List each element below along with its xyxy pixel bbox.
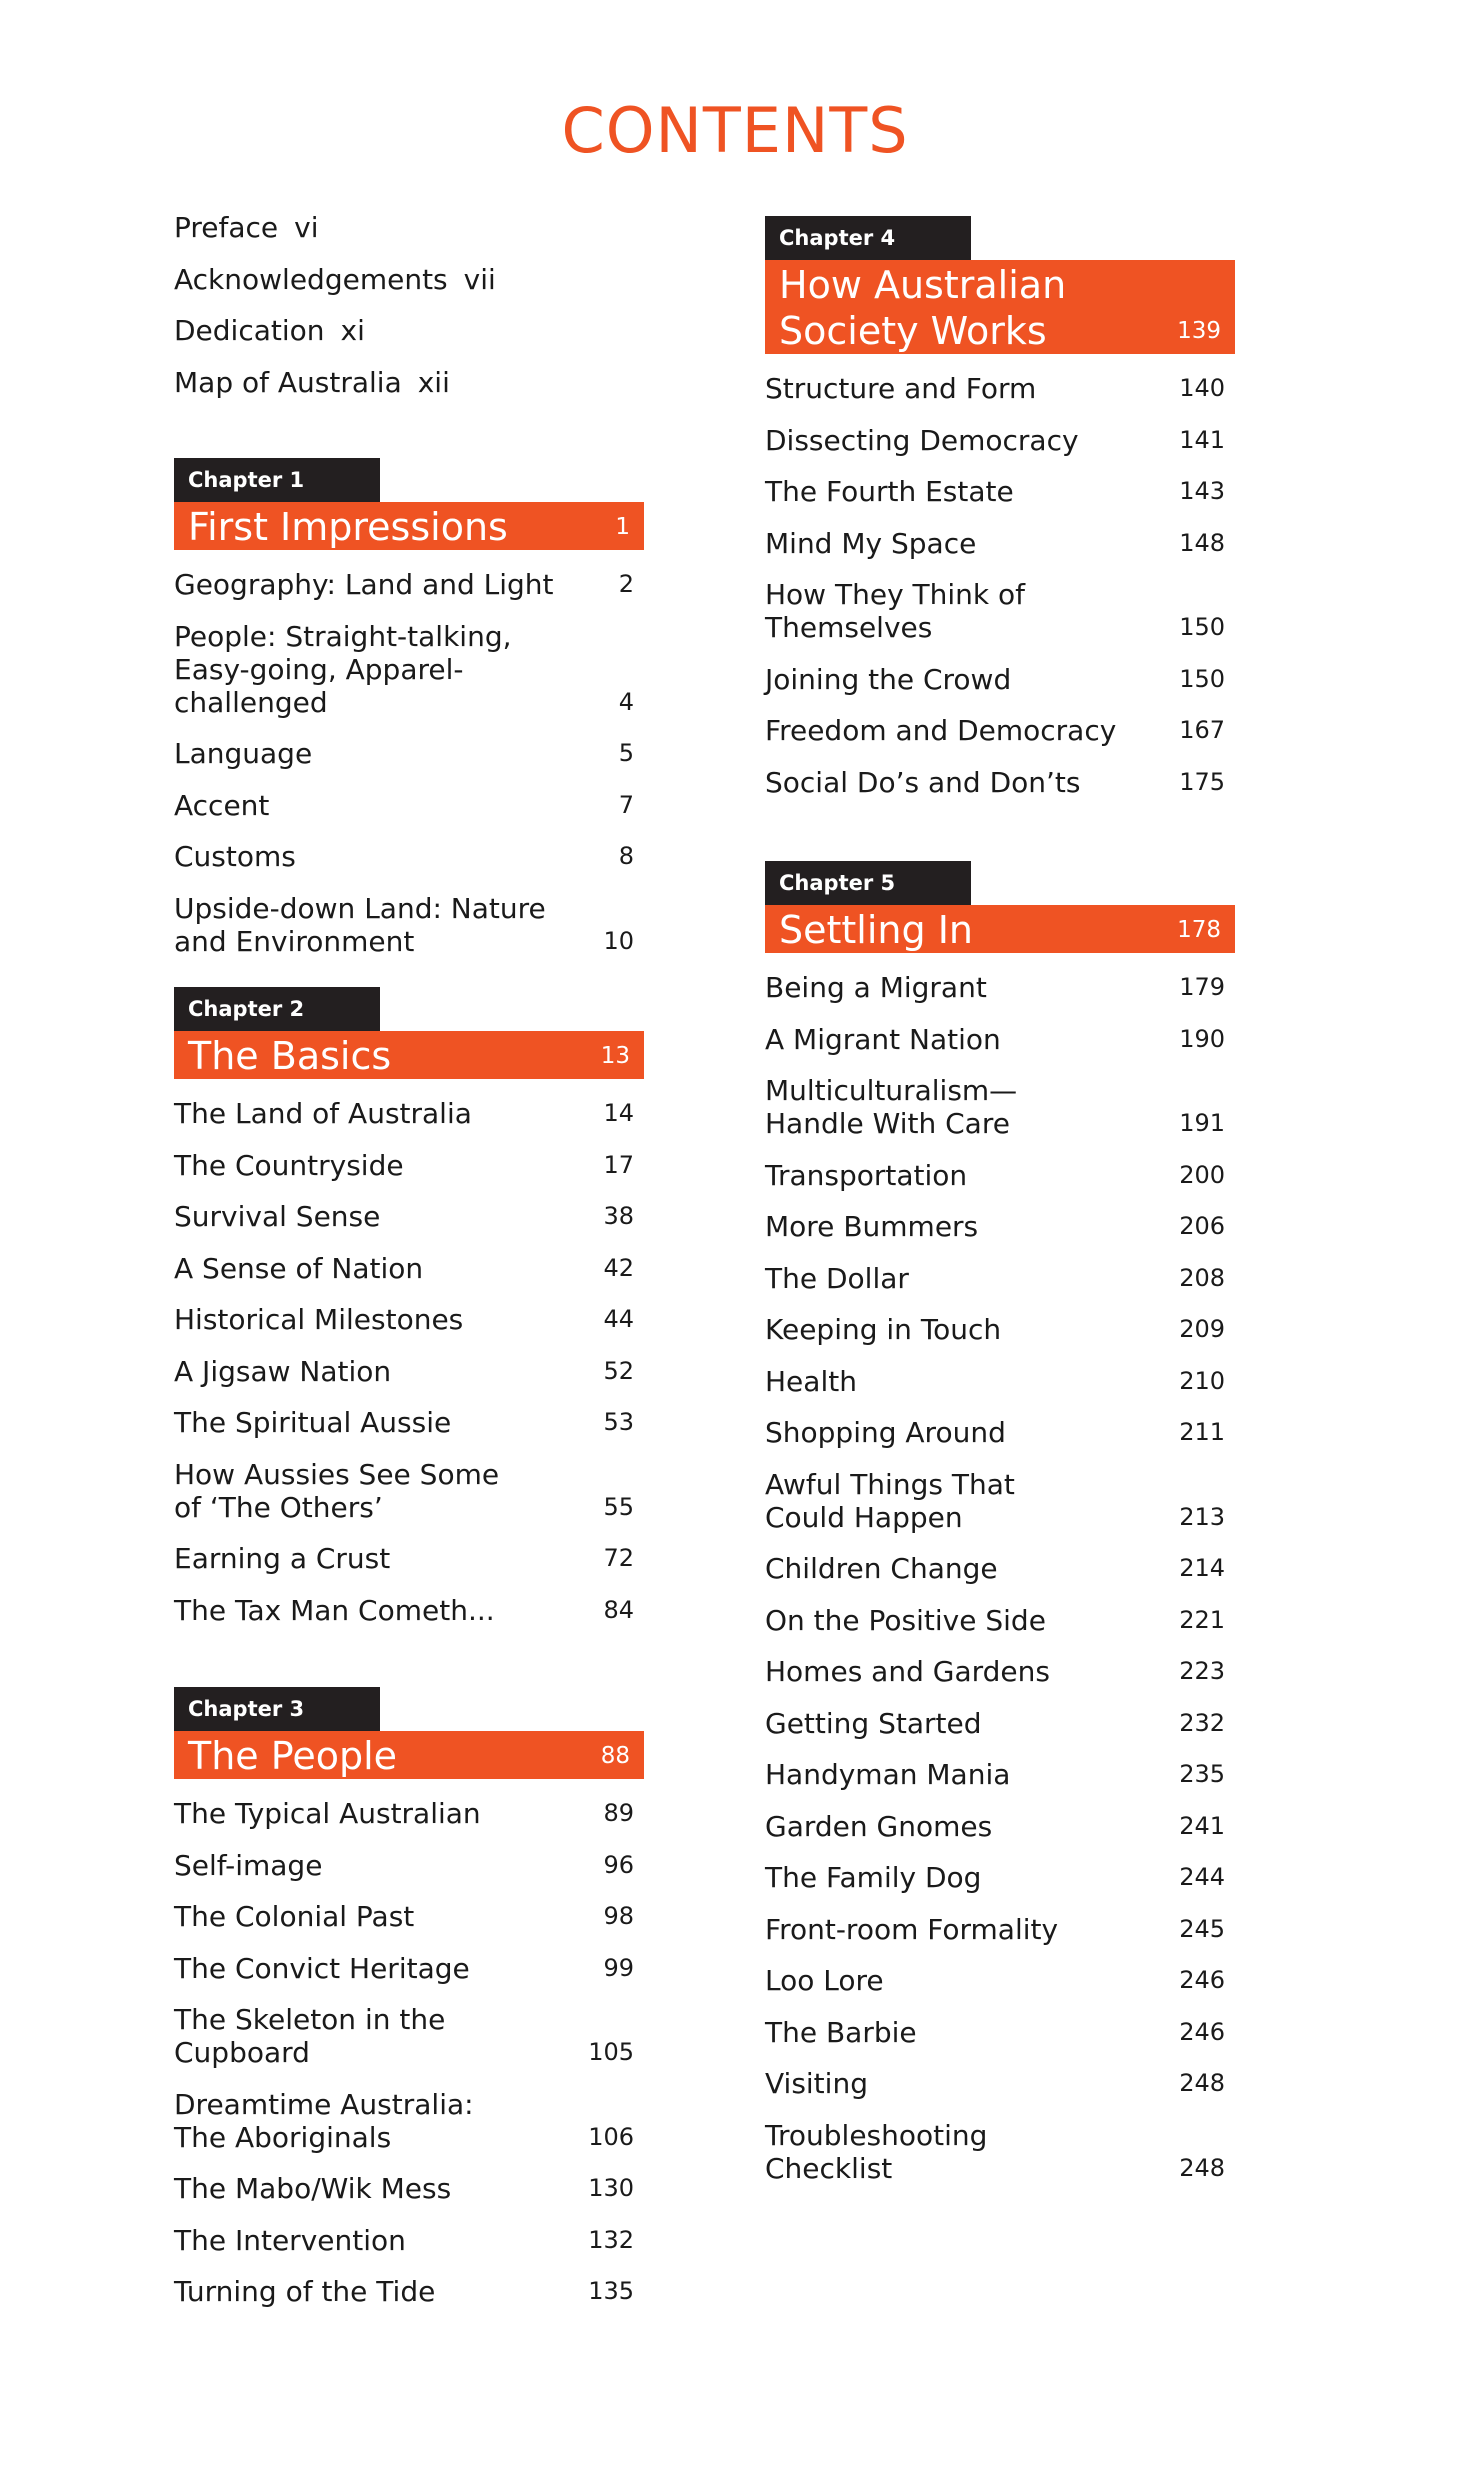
toc-entry-title-line: A Jigsaw Nation (174, 1354, 392, 1388)
toc-entry-page: 8 (618, 842, 634, 870)
toc-entry-page: 106 (588, 2122, 634, 2151)
toc-entry-page: 2 (618, 570, 634, 598)
toc-entry-title (174, 568, 574, 601)
toc-entry[interactable] (174, 2088, 644, 2154)
chapter-title (779, 260, 1221, 354)
toc-entry[interactable] (174, 1252, 644, 1285)
toc-entry[interactable] (765, 2067, 1235, 2100)
toc-entry-page: 143 (1179, 477, 1225, 505)
toc-entry-page: 232 (1179, 1708, 1225, 1737)
chapter-heading-bar[interactable] (765, 905, 1235, 953)
toc-entry-title (765, 663, 1165, 696)
front-matter-page: vii (463, 262, 496, 296)
toc-entry-title-line: Structure and Form (765, 372, 1037, 405)
chapter-title-line: The Basics (188, 1034, 392, 1078)
toc-entry[interactable] (765, 527, 1235, 560)
front-matter-item[interactable] (174, 367, 644, 419)
toc-entry-title (765, 1365, 1165, 1398)
chapter-tag: Chapter 1 (174, 458, 380, 502)
toc-entry[interactable] (174, 1542, 644, 1575)
toc-entry-page: 55 (603, 1492, 634, 1521)
toc-entry-title (765, 1313, 1165, 1346)
toc-entry-title-line: Could Happen (765, 1500, 963, 1534)
toc-entry-title (174, 892, 574, 958)
toc-entry-page: 105 (588, 2038, 634, 2066)
toc-entry-title-line: Turning of the Tide (174, 2275, 436, 2308)
toc-entry-page: 206 (1179, 1212, 1225, 1240)
toc-entry-title (174, 1797, 574, 1830)
toc-entry[interactable] (765, 1210, 1235, 1243)
toc-entry-title-line: Being a Migrant (765, 971, 987, 1004)
toc-entry-page: 53 (603, 1408, 634, 1436)
toc-entry-page: 96 (603, 1850, 634, 1879)
toc-entry[interactable] (174, 1303, 644, 1336)
toc-entry-page: 235 (1179, 1760, 1225, 1788)
toc-entry-title-line: Geography: Land and Light (174, 568, 554, 601)
toc-entry-title (765, 2067, 1165, 2100)
chapter-title (188, 1731, 630, 1779)
toc-entry-title (765, 1604, 1165, 1637)
toc-entry-page: 141 (1179, 425, 1225, 454)
toc-entry[interactable] (765, 1262, 1235, 1295)
chapter-tag: Chapter 3 (174, 1687, 380, 1731)
toc-entry[interactable] (174, 1952, 644, 1985)
chapter-entries (174, 568, 644, 958)
toc-entry-title (765, 1210, 1165, 1243)
toc-entry-page: 42 (603, 1253, 634, 1282)
toc-entry[interactable] (765, 578, 1235, 644)
toc-entry-page: 89 (603, 1799, 634, 1827)
toc-entry[interactable] (174, 1900, 644, 1933)
toc-entry-title-line: The Mabo/Wik Mess (174, 2172, 452, 2205)
toc-entry[interactable] (174, 892, 644, 958)
toc-entry[interactable] (765, 714, 1235, 747)
toc-entry-title (765, 1758, 1165, 1791)
toc-entry[interactable] (765, 766, 1235, 799)
toc-entry-page: 38 (603, 1202, 634, 1230)
toc-entry[interactable] (174, 2003, 644, 2069)
chapter-title (779, 905, 1221, 953)
toc-entry-title (174, 1542, 574, 1575)
toc-entry-title-line: A Sense of Nation (174, 1251, 424, 1285)
chapter-tag: Chapter 2 (174, 987, 380, 1031)
toc-entry-title (765, 1416, 1165, 1449)
toc-entry-page: 150 (1179, 613, 1225, 641)
front-matter-page: vi (294, 211, 319, 244)
toc-entry[interactable] (765, 1468, 1235, 1534)
toc-entry[interactable] (765, 1313, 1235, 1346)
toc-entry-title-line: Multiculturalism— (765, 1074, 1018, 1107)
toc-entry-title-line: Handle With Care (765, 1107, 1010, 1140)
toc-entry-page: 4 (618, 687, 634, 716)
toc-entry-title (765, 1964, 1165, 1997)
toc-entry-title-line: Shopping Around (765, 1416, 1006, 1449)
toc-entry-title-line: The Convict Heritage (174, 1951, 470, 1985)
front-matter-label: Map of Australia (174, 365, 402, 399)
toc-entry-title-line: Front-room Formality (765, 1912, 1059, 1946)
toc-entry-page: 223 (1179, 1657, 1225, 1685)
toc-entry-title-line: Transportation (765, 1158, 968, 1192)
toc-entry-title (765, 971, 1165, 1004)
toc-entry-title (174, 2088, 574, 2154)
toc-entry-title (765, 1707, 1165, 1740)
chapter-page-number: 1 (615, 514, 630, 540)
front-matter-page: xi (340, 314, 365, 347)
toc-entry-title-line: People: Straight-talking, (174, 619, 512, 653)
toc-entry-title-line: The Colonial Past (174, 1900, 415, 1933)
toc-entry-title-line: The Barbie (765, 2015, 917, 2049)
toc-entry-title (174, 620, 574, 719)
toc-entry-title (765, 527, 1165, 560)
toc-entry-title-line: Historical Milestones (174, 1303, 464, 1336)
toc-entry-title (765, 475, 1165, 508)
chapter-2 (174, 987, 644, 1645)
toc-entry-title-line: Dissecting Democracy (765, 423, 1079, 457)
toc-entry-title (174, 1594, 574, 1627)
toc-entry-title-line: More Bummers (765, 1210, 979, 1243)
toc-entry[interactable] (174, 620, 644, 719)
toc-entry-page: 98 (603, 1902, 634, 1930)
toc-entry-title (174, 1849, 574, 1882)
toc-entry-page: 7 (618, 790, 634, 819)
toc-entry-title-line: Themselves (765, 611, 933, 644)
toc-entry-title-line: The Fourth Estate (765, 475, 1014, 508)
toc-entry[interactable] (174, 1406, 644, 1439)
toc-entry-title (174, 2172, 574, 2205)
toc-entry-title-line: and Environment (174, 924, 415, 958)
toc-entry-title (765, 1468, 1165, 1534)
toc-entry-title-line: Language (174, 737, 313, 770)
toc-entry-title-line: A Migrant Nation (765, 1022, 1001, 1056)
toc-entry-title-line: The Countryside (174, 1148, 404, 1182)
chapter-entries (174, 1097, 644, 1627)
toc-entry-title-line: Health (765, 1364, 857, 1398)
toc-entry[interactable] (765, 971, 1235, 1004)
chapter-title-line: First Impressions (188, 505, 508, 549)
toc-entry-title-line: Troubleshooting (765, 2118, 988, 2152)
toc-entry[interactable] (765, 1861, 1235, 1894)
toc-entry-title (765, 1023, 1165, 1056)
chapter-title-line: Settling In (779, 908, 973, 952)
front-matter-label: Preface (174, 211, 279, 244)
toc-entry[interactable] (174, 1200, 644, 1233)
toc-entry[interactable] (765, 663, 1235, 696)
toc-entry-title-line: Customs (174, 840, 296, 873)
toc-entry[interactable] (174, 840, 644, 873)
toc-entry-title-line: Children Change (765, 1552, 998, 1585)
toc-entry-title-line: Joining the Crowd (765, 662, 1012, 696)
toc-entry-title-line: Awful Things That (765, 1467, 1015, 1501)
toc-entry-title-line: Keeping in Touch (765, 1313, 1002, 1346)
toc-entry-title-line: Easy-going, Apparel-challenged (174, 652, 464, 719)
toc-entry[interactable] (765, 1604, 1235, 1637)
toc-entry-title-line: Garden Gnomes (765, 1809, 993, 1843)
toc-entry-title-line: Earning a Crust (174, 1542, 391, 1575)
toc-entry-page: 248 (1179, 2153, 1225, 2182)
chapter-page-number: 13 (600, 1043, 630, 1069)
toc-entry[interactable] (174, 1797, 644, 1830)
chapter-page-number: 178 (1177, 917, 1221, 943)
front-matter-item[interactable] (174, 315, 644, 367)
toc-entry-title-line: The Land of Australia (174, 1097, 472, 1130)
toc-entry[interactable] (174, 1355, 644, 1388)
toc-entry-title-line: The Tax Man Cometh... (174, 1593, 495, 1627)
toc-entry[interactable] (174, 568, 644, 601)
chapter-entries (174, 1797, 644, 2308)
toc-entry[interactable] (765, 475, 1235, 508)
toc-entry-page: 72 (603, 1544, 634, 1572)
chapter-title-line: Society Works (779, 309, 1047, 353)
toc-entry[interactable] (765, 1655, 1235, 1688)
toc-entry[interactable] (174, 1594, 644, 1627)
toc-entry-title (765, 1810, 1165, 1843)
toc-entry-title (174, 2003, 574, 2069)
toc-entry-page: 191 (1179, 1109, 1225, 1137)
toc-entry-title (765, 1159, 1165, 1192)
toc-entry[interactable] (174, 789, 644, 822)
chapter-page-number: 88 (600, 1743, 630, 1769)
toc-entry[interactable] (174, 1097, 644, 1130)
toc-entry-page: 135 (588, 2277, 634, 2305)
front-matter-item[interactable] (174, 212, 644, 264)
toc-entry-title (765, 1655, 1165, 1688)
toc-entry[interactable] (765, 1552, 1235, 1585)
toc-entry-title (765, 2016, 1165, 2049)
chapter-title (188, 1031, 630, 1079)
toc-entry-page: 44 (603, 1305, 634, 1333)
page-title: CONTENTS (561, 94, 909, 167)
toc-entry-title-line: Dreamtime Australia: (174, 2087, 474, 2121)
chapter-heading-bar[interactable] (765, 260, 1235, 354)
toc-entry-title-line: Accent (174, 788, 270, 822)
toc-entry-title-line: The Skeleton in the Cupboard (174, 2003, 446, 2069)
front-matter-page: xii (417, 365, 450, 399)
toc-entry-title-line: Checklist (765, 2151, 893, 2185)
toc-entry-title-line: Freedom and Democracy (765, 714, 1117, 747)
front-matter-list (174, 212, 644, 418)
toc-entry-title (174, 1252, 574, 1285)
toc-entry-page: 17 (603, 1150, 634, 1179)
toc-entry-title-line: The Family Dog (765, 1861, 982, 1894)
toc-entry-title (174, 840, 574, 873)
toc-entry[interactable] (765, 1810, 1235, 1843)
toc-entry-title-line: Upside-down Land: Nature (174, 891, 546, 925)
chapter-title-line: The People (188, 1734, 397, 1778)
toc-entry-title (765, 424, 1165, 457)
toc-entry-page: 221 (1179, 1605, 1225, 1634)
toc-entry[interactable] (174, 2172, 644, 2205)
toc-entry[interactable] (174, 1458, 644, 1524)
toc-entry-title (174, 1952, 574, 1985)
chapter-4 (765, 216, 1235, 817)
toc-entry-title (174, 1406, 574, 1439)
toc-entry[interactable] (765, 372, 1235, 405)
chapter-5 (765, 861, 1235, 2203)
toc-entry-title (765, 1913, 1165, 1946)
toc-entry-title-line: The Aboriginals (174, 2120, 392, 2154)
toc-entry[interactable] (174, 1149, 644, 1182)
toc-entry-title-line: The Spiritual Aussie (174, 1406, 452, 1439)
toc-entry-page: 140 (1179, 374, 1225, 402)
toc-entry[interactable] (765, 1416, 1235, 1449)
toc-entry[interactable] (765, 424, 1235, 457)
toc-entry-title-line: On the Positive Side (765, 1603, 1046, 1637)
toc-entry[interactable] (174, 737, 644, 770)
toc-entry-title (174, 1303, 574, 1336)
toc-entry-page: 211 (1179, 1418, 1225, 1446)
toc-entry[interactable] (765, 1023, 1235, 1056)
toc-entry-title (174, 2224, 574, 2257)
toc-entry-title-line: Homes and Gardens (765, 1655, 1050, 1688)
toc-entry-title-line: Handyman Mania (765, 1758, 1011, 1791)
toc-entry-title-line: How They Think of (765, 578, 1026, 611)
toc-entry-page: 210 (1179, 1366, 1225, 1395)
toc-entry-title (174, 1097, 574, 1130)
toc-entry-title (174, 1355, 574, 1388)
toc-entry-page: 167 (1179, 716, 1225, 744)
toc-entry[interactable] (765, 2016, 1235, 2049)
toc-entry-title (765, 372, 1165, 405)
toc-entry-title (174, 2275, 574, 2308)
front-matter-label: Dedication (174, 314, 325, 347)
toc-entry-title-line: Visiting (765, 2067, 868, 2100)
toc-entry[interactable] (174, 1849, 644, 1882)
toc-entry-title (174, 1149, 574, 1182)
chapter-tag: Chapter 5 (765, 861, 971, 905)
toc-entry-page: 190 (1179, 1024, 1225, 1053)
toc-entry-title-line: The Intervention (174, 2223, 406, 2257)
toc-entry-page: 130 (588, 2174, 634, 2202)
toc-entry-title (765, 1074, 1165, 1140)
chapter-heading-bar[interactable] (174, 502, 644, 550)
toc-entry-title (174, 1458, 574, 1524)
toc-entry-page: 241 (1179, 1811, 1225, 1840)
chapter-entries (765, 971, 1235, 2185)
toc-entry-page: 52 (603, 1356, 634, 1385)
chapter-3 (174, 1687, 644, 2327)
chapter-title-line: How Australian (779, 263, 1067, 307)
toc-entry[interactable] (765, 1365, 1235, 1398)
toc-entry-title (765, 766, 1165, 799)
toc-entry-page: 214 (1179, 1554, 1225, 1582)
toc-entry-title-line: The Dollar (765, 1261, 909, 1295)
toc-entry-title (174, 1900, 574, 1933)
toc-entry-title-line: Loo Lore (765, 1964, 884, 1997)
toc-entry-page: 245 (1179, 1914, 1225, 1943)
toc-entry-page: 14 (603, 1099, 634, 1127)
toc-entry-title (765, 1262, 1165, 1295)
toc-entry-page: 84 (603, 1595, 634, 1624)
front-matter-label: Acknowledgements (174, 262, 448, 296)
toc-entry[interactable] (765, 1913, 1235, 1946)
toc-entry-page: 209 (1179, 1315, 1225, 1343)
toc-entry-page: 179 (1179, 973, 1225, 1001)
toc-entry-page: 150 (1179, 664, 1225, 693)
toc-entry-page: 200 (1179, 1160, 1225, 1189)
toc-entry-title (765, 578, 1165, 644)
toc-entry-page: 10 (603, 926, 634, 955)
toc-entry-page: 244 (1179, 1863, 1225, 1891)
toc-entry-title (174, 737, 574, 770)
toc-entry-title (765, 2119, 1165, 2185)
chapter-page-number: 139 (1177, 318, 1221, 344)
toc-entry-title-line: Mind My Space (765, 526, 977, 560)
toc-entry[interactable] (174, 2224, 644, 2257)
toc-entry-page: 5 (618, 739, 634, 767)
toc-entry[interactable] (765, 1707, 1235, 1740)
toc-entry[interactable] (765, 2119, 1235, 2185)
toc-entry-title (174, 1200, 574, 1233)
front-matter-item[interactable] (174, 264, 644, 316)
toc-entry[interactable] (765, 1758, 1235, 1791)
toc-entry-title-line: Social Do’s and Don’ts (765, 765, 1081, 799)
toc-entry-page: 132 (588, 2225, 634, 2254)
toc-entry[interactable] (765, 1074, 1235, 1140)
chapter-heading-bar[interactable] (174, 1031, 644, 1079)
toc-entry-title (174, 789, 574, 822)
toc-entry-page: 175 (1179, 767, 1225, 796)
toc-entry-title-line: of ‘The Others’ (174, 1490, 383, 1524)
toc-entry-title (765, 714, 1165, 747)
toc-entry-title-line: Survival Sense (174, 1200, 381, 1233)
toc-entry-page: 248 (1179, 2069, 1225, 2097)
toc-entry-page: 208 (1179, 1263, 1225, 1292)
chapter-heading-bar[interactable] (174, 1731, 644, 1779)
chapter-1 (174, 458, 644, 976)
toc-entry[interactable] (174, 2275, 644, 2308)
chapter-title (188, 502, 630, 550)
toc-entry-page: 148 (1179, 528, 1225, 557)
toc-entry-title-line: The Typical Australian (174, 1797, 481, 1830)
toc-entry[interactable] (765, 1964, 1235, 1997)
toc-entry-title-line: How Aussies See Some (174, 1457, 500, 1491)
toc-entry-page: 213 (1179, 1502, 1225, 1531)
toc-entry-page: 246 (1179, 2017, 1225, 2046)
toc-entry-title (765, 1861, 1165, 1894)
chapter-tag: Chapter 4 (765, 216, 971, 260)
chapter-entries (765, 372, 1235, 799)
toc-entry[interactable] (765, 1159, 1235, 1192)
toc-entry-title (765, 1552, 1165, 1585)
toc-entry-title-line: Getting Started (765, 1706, 982, 1740)
toc-entry-page: 246 (1179, 1966, 1225, 1994)
toc-entry-title-line: Self-image (174, 1848, 323, 1882)
toc-entry-page: 99 (603, 1953, 634, 1982)
